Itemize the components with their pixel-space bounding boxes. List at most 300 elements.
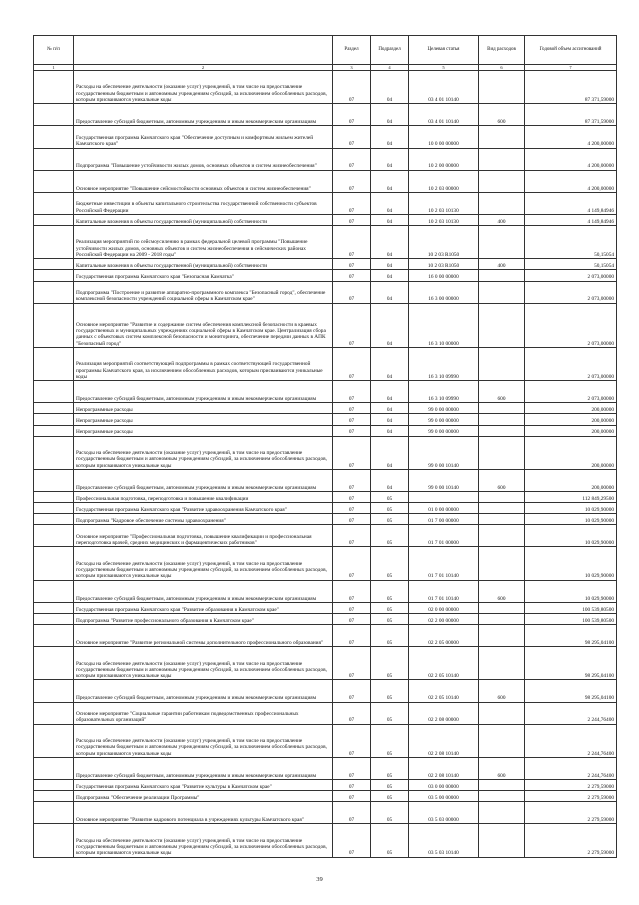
row-amount-cell: 4 200,00000: [525, 170, 617, 192]
table-row: [34, 414, 617, 425]
row-subsection-cell: 05: [371, 802, 409, 824]
row-name-cell: Подпрограмма "Кадровое обеспечение системы здравоохранения": [74, 514, 333, 525]
row-name-cell: Капитальные вложения в объекты государственной (муниципальной) собственности: [74, 259, 333, 270]
row-section-cell: 07: [333, 625, 371, 647]
row-subsection-cell: 05: [371, 580, 409, 602]
row-section-cell: 07: [333, 436, 371, 469]
row-target-item-cell: 99 0 00 00000: [409, 403, 479, 414]
row-target-item-cell: 10 0 00 00000: [409, 126, 479, 148]
table-row: [34, 514, 617, 525]
row-subsection-cell: 05: [371, 647, 409, 680]
row-amount-cell: 2 244,76400: [525, 724, 617, 757]
table-row: [34, 148, 617, 170]
row-subsection-cell: 05: [371, 791, 409, 802]
row-target-item-cell: 10 2 03 R1050: [409, 226, 479, 259]
row-index-cell: [34, 680, 74, 702]
row-index-cell: [34, 348, 74, 381]
row-index-cell: [34, 170, 74, 192]
row-target-item-cell: 10 2 03 10130: [409, 215, 479, 226]
row-index-cell: [34, 580, 74, 602]
row-expense-type-cell: [479, 170, 525, 192]
row-section-cell: 07: [333, 525, 371, 547]
row-subsection-cell: 04: [371, 425, 409, 436]
row-amount-cell: 10 029,90000: [525, 503, 617, 514]
row-section-cell: 07: [333, 547, 371, 580]
row-section-cell: 07: [333, 680, 371, 702]
row-expense-type-cell: 600: [479, 580, 525, 602]
row-expense-type-cell: 600: [479, 381, 525, 403]
row-amount-cell: 50,15054: [525, 226, 617, 259]
row-index-cell: [34, 259, 74, 270]
row-target-item-cell: 02 0 00 00000: [409, 602, 479, 613]
table-row: [34, 303, 617, 347]
row-expense-type-cell: [479, 503, 525, 514]
row-target-item-cell: 02 2 05 00000: [409, 625, 479, 647]
row-target-item-cell: 02 2 00 00000: [409, 613, 479, 624]
row-expense-type-cell: [479, 625, 525, 647]
row-index-cell: [34, 414, 74, 425]
row-expense-type-cell: [479, 802, 525, 824]
row-section-cell: 07: [333, 613, 371, 624]
table-row: [34, 259, 617, 270]
row-name-cell: Государственная программа Камчатского края "Безопасная Камчатка": [74, 270, 333, 281]
table-row: [34, 724, 617, 757]
row-amount-cell: 4 149,84946: [525, 192, 617, 214]
row-subsection-cell: 04: [371, 192, 409, 214]
row-subsection-cell: 05: [371, 724, 409, 757]
row-amount-cell: 2 073,00000: [525, 348, 617, 381]
row-amount-cell: 100 539,80500: [525, 613, 617, 624]
table-row: [34, 104, 617, 126]
row-name-cell: Непрограммные расходы: [74, 403, 333, 414]
table-row: [34, 281, 617, 303]
row-name-cell: Подпрограмма "Обеспечение реализации Программы": [74, 791, 333, 802]
table-row: [34, 647, 617, 680]
row-subsection-cell: 05: [371, 680, 409, 702]
row-index-cell: [34, 126, 74, 148]
budget-table-page: [33, 35, 616, 858]
row-target-item-cell: 01 0 00 00000: [409, 503, 479, 514]
header-subsection: Подраздел: [371, 36, 409, 65]
row-index-cell: [34, 492, 74, 503]
row-target-item-cell: 16 3 10 09990: [409, 381, 479, 403]
header-annual-amount: Годовой объем ассигнований: [525, 36, 617, 65]
row-index-cell: [34, 602, 74, 613]
row-section-cell: 07: [333, 791, 371, 802]
row-index-cell: [34, 303, 74, 347]
row-section-cell: 07: [333, 580, 371, 602]
row-amount-cell: 10 029,90000: [525, 525, 617, 547]
row-name-cell: Основное мероприятие "Профессиональная подготовка, повышение квалификации и профессиональная переподготовка врачей, средних медицинских и фармацевтических работников": [74, 525, 333, 547]
row-name-cell: Основное мероприятие "Социальные гарантии работникам подведомственных профессиональных образовательных организаций": [74, 702, 333, 724]
row-target-item-cell: 02 2 08 10140: [409, 724, 479, 757]
row-amount-cell: 4 200,00000: [525, 148, 617, 170]
row-amount-cell: 50,15054: [525, 259, 617, 270]
row-section-cell: 07: [333, 104, 371, 126]
row-index-cell: [34, 215, 74, 226]
column-number: 6: [479, 65, 525, 71]
row-index-cell: [34, 780, 74, 791]
row-section-cell: 07: [333, 215, 371, 226]
row-index-cell: [34, 514, 74, 525]
row-index-cell: [34, 104, 74, 126]
row-expense-type-cell: [479, 547, 525, 580]
row-expense-type-cell: [479, 425, 525, 436]
table-row: [34, 602, 617, 613]
row-index-cell: [34, 469, 74, 491]
row-target-item-cell: 16 3 10 00000: [409, 303, 479, 347]
row-expense-type-cell: [479, 436, 525, 469]
row-expense-type-cell: [479, 824, 525, 857]
row-name-cell: Расходы на обеспечение деятельности (оказание услуг) учреждений, в том числе на предоставление государственным бюджетным и автономным учреждениям субсидий, за исключением обособленных расходов, которым присваиваются уникальные коды: [74, 647, 333, 680]
row-expense-type-cell: [479, 192, 525, 214]
header-section: Раздел: [333, 36, 371, 65]
row-amount-cell: 112 849,29500: [525, 492, 617, 503]
table-row: [34, 226, 617, 259]
row-amount-cell: 2 279,59000: [525, 802, 617, 824]
row-index-cell: [34, 547, 74, 580]
table-row: [34, 702, 617, 724]
row-amount-cell: 2 279,59000: [525, 791, 617, 802]
row-subsection-cell: 05: [371, 757, 409, 779]
table-row: [34, 791, 617, 802]
row-target-item-cell: 99 0 00 00000: [409, 414, 479, 425]
row-section-cell: 07: [333, 303, 371, 347]
row-amount-cell: 4 200,00000: [525, 126, 617, 148]
row-expense-type-cell: [479, 148, 525, 170]
row-subsection-cell: 04: [371, 215, 409, 226]
row-section-cell: 07: [333, 270, 371, 281]
row-section-cell: 07: [333, 281, 371, 303]
table-row: [34, 625, 617, 647]
row-target-item-cell: 10 2 03 10130: [409, 192, 479, 214]
table-row: [34, 824, 617, 857]
row-section-cell: 07: [333, 492, 371, 503]
row-amount-cell: 98 295,04100: [525, 680, 617, 702]
row-section-cell: 07: [333, 602, 371, 613]
table-row: [34, 436, 617, 469]
row-expense-type-cell: [479, 126, 525, 148]
row-expense-type-cell: 600: [479, 680, 525, 702]
row-name-cell: Основное мероприятие "Развитие региональной системы дополнительного профессионального образования": [74, 625, 333, 647]
row-expense-type-cell: 600: [479, 757, 525, 779]
row-subsection-cell: 04: [371, 436, 409, 469]
row-index-cell: [34, 503, 74, 514]
row-section-cell: 07: [333, 259, 371, 270]
row-index-cell: [34, 270, 74, 281]
row-name-cell: Государственная программа Камчатского края "Обеспечение доступным и комфортным жильем жителей Камчатского края": [74, 126, 333, 148]
table-row: [34, 215, 617, 226]
row-name-cell: Предоставление субсидий бюджетным, автономным учреждениям и иным некоммерческим организациям: [74, 104, 333, 126]
row-section-cell: 07: [333, 192, 371, 214]
row-subsection-cell: 04: [371, 281, 409, 303]
row-subsection-cell: 05: [371, 547, 409, 580]
row-target-item-cell: 01 7 01 10140: [409, 580, 479, 602]
row-target-item-cell: 03 5 00 00000: [409, 791, 479, 802]
row-expense-type-cell: [479, 414, 525, 425]
row-expense-type-cell: 600: [479, 104, 525, 126]
table-row: [34, 403, 617, 414]
row-target-item-cell: 03 5 03 10140: [409, 824, 479, 857]
row-amount-cell: 2 073,00000: [525, 381, 617, 403]
row-expense-type-cell: [479, 348, 525, 381]
row-section-cell: 07: [333, 148, 371, 170]
row-name-cell: Расходы на обеспечение деятельности (оказание услуг) учреждений, в том числе на предоставление государственным бюджетным и автономным учреждениям субсидий, за исключением обособленных расходов, которым присваиваются уникальные коды: [74, 547, 333, 580]
row-target-item-cell: 99 0 00 10140: [409, 469, 479, 491]
table-row: [34, 469, 617, 491]
row-target-item-cell: 10 2 03 R1050: [409, 259, 479, 270]
row-subsection-cell: 04: [371, 71, 409, 104]
row-name-cell: Основное мероприятие "Развитие кадрового потенциала в учреждениях культуры Камчатского края": [74, 802, 333, 824]
row-target-item-cell: 03 4 01 10140: [409, 104, 479, 126]
row-name-cell: Расходы на обеспечение деятельности (оказание услуг) учреждений, в том числе на предоставление государственным бюджетным и автономным учреждениям субсидий, за исключением обособленных расходов, которым присваиваются уникальные коды: [74, 71, 333, 104]
row-section-cell: 07: [333, 126, 371, 148]
row-name-cell: Реализация мероприятий соответствующей подпрограммы в рамках соответствующей государственной программы Камчатского края, за исключением обособленных расходов, которым присваиваются уникальные коды: [74, 348, 333, 381]
row-target-item-cell: 03 5 03 00000: [409, 802, 479, 824]
table-row: [34, 802, 617, 824]
row-amount-cell: 2 279,59000: [525, 780, 617, 791]
row-index-cell: [34, 802, 74, 824]
row-section-cell: 07: [333, 403, 371, 414]
row-target-item-cell: 16 0 00 00000: [409, 270, 479, 281]
row-index-cell: [34, 525, 74, 547]
row-expense-type-cell: [479, 602, 525, 613]
row-section-cell: 07: [333, 757, 371, 779]
row-subsection-cell: 04: [371, 104, 409, 126]
row-subsection-cell: 05: [371, 625, 409, 647]
row-name-cell: Подпрограмма "Построение и развитие аппаратно-программного комплекса "Безопасный город", обеспечение комплексной безопасности учреждений социальной сферы в Камчатском крае": [74, 281, 333, 303]
table-row: [34, 126, 617, 148]
row-expense-type-cell: [479, 492, 525, 503]
row-section-cell: 07: [333, 702, 371, 724]
row-name-cell: Расходы на обеспечение деятельности (оказание услуг) учреждений, в том числе на предоставление государственным бюджетным и автономным учреждениям субсидий, за исключением обособленных расходов, которым присваиваются уникальные коды: [74, 436, 333, 469]
table-row: [34, 270, 617, 281]
row-target-item-cell: 02 2 05 10140: [409, 647, 479, 680]
row-expense-type-cell: [479, 791, 525, 802]
row-target-item-cell: 99 0 00 00000: [409, 425, 479, 436]
row-amount-cell: 87 371,59000: [525, 104, 617, 126]
row-name-cell: Основное мероприятие "Развитие и содержание систем обеспечения комплексной безопасности в краевых государственных и муниципальных учреждениях социальной сферы в Камчатском крае. Централизация сбора данных с объектовых систем комплексной безопасности и мониторинга, обеспечение передачи данных в АПК "Безопасный город": [74, 303, 333, 347]
row-name-cell: Непрограммные расходы: [74, 425, 333, 436]
row-index-cell: [34, 281, 74, 303]
table-row: [34, 192, 617, 214]
column-number: 1: [34, 65, 74, 71]
row-target-item-cell: 02 2 08 10140: [409, 757, 479, 779]
row-name-cell: Подпрограмма "Повышение устойчивости жилых домов, основных объектов и систем жизнеобеспечения": [74, 148, 333, 170]
table-row: [34, 613, 617, 624]
table-row: [34, 580, 617, 602]
row-amount-cell: 10 029,90000: [525, 514, 617, 525]
row-subsection-cell: 05: [371, 824, 409, 857]
row-amount-cell: 2 073,00000: [525, 270, 617, 281]
row-index-cell: [34, 436, 74, 469]
row-name-cell: Предоставление субсидий бюджетным, автономным учреждениям и иным некоммерческим организациям: [74, 757, 333, 779]
row-name-cell: Предоставление субсидий бюджетным, автономным учреждениям и иным некоммерческим организациям: [74, 469, 333, 491]
row-target-item-cell: 01 7 01 00000: [409, 525, 479, 547]
row-amount-cell: 200,00000: [525, 414, 617, 425]
table-row: [34, 503, 617, 514]
row-subsection-cell: 05: [371, 702, 409, 724]
row-amount-cell: 2 073,00000: [525, 281, 617, 303]
row-subsection-cell: 05: [371, 503, 409, 514]
row-name-cell: Государственная программа Камчатского края "Развитие здравоохранения Камчатского края": [74, 503, 333, 514]
row-amount-cell: 10 029,90000: [525, 580, 617, 602]
table-header-row: [34, 36, 617, 65]
header-expense-type: Вид расходов: [479, 36, 525, 65]
row-index-cell: [34, 425, 74, 436]
row-target-item-cell: 02 2 08 00000: [409, 702, 479, 724]
row-expense-type-cell: [479, 281, 525, 303]
row-amount-cell: 4 149,84946: [525, 215, 617, 226]
table-row: [34, 381, 617, 403]
row-expense-type-cell: [479, 71, 525, 104]
row-subsection-cell: 05: [371, 514, 409, 525]
row-subsection-cell: 04: [371, 126, 409, 148]
header-number: № п/п: [34, 36, 74, 65]
row-name-cell: Подпрограмма "Развитие профессионального образования в Камчатском крае": [74, 613, 333, 624]
table-row: [34, 780, 617, 791]
row-amount-cell: 87 371,59000: [525, 71, 617, 104]
row-expense-type-cell: 400: [479, 215, 525, 226]
row-subsection-cell: 04: [371, 303, 409, 347]
row-index-cell: [34, 757, 74, 779]
row-name-cell: Расходы на обеспечение деятельности (оказание услуг) учреждений, в том числе на предоставление государственным бюджетным и автономным учреждениям субсидий, за исключением обособленных расходов, которым присваиваются уникальные коды: [74, 824, 333, 857]
row-index-cell: [34, 647, 74, 680]
row-section-cell: 07: [333, 514, 371, 525]
table-row: [34, 525, 617, 547]
row-expense-type-cell: [479, 724, 525, 757]
column-number: 2: [74, 65, 333, 71]
row-section-cell: 07: [333, 824, 371, 857]
row-section-cell: 07: [333, 414, 371, 425]
row-name-cell: Государственная программа Камчатского края "Развитие образования в Камчатском крае": [74, 602, 333, 613]
row-section-cell: 07: [333, 724, 371, 757]
row-amount-cell: 98 295,04100: [525, 647, 617, 680]
row-expense-type-cell: [479, 647, 525, 680]
row-index-cell: [34, 702, 74, 724]
row-subsection-cell: 04: [371, 226, 409, 259]
row-subsection-cell: 05: [371, 780, 409, 791]
row-amount-cell: 2 244,76400: [525, 757, 617, 779]
row-expense-type-cell: [479, 403, 525, 414]
row-section-cell: 07: [333, 503, 371, 514]
row-subsection-cell: 04: [371, 148, 409, 170]
table-row: [34, 757, 617, 779]
row-target-item-cell: 03 0 00 00000: [409, 780, 479, 791]
row-amount-cell: 98 295,04100: [525, 625, 617, 647]
row-section-cell: 07: [333, 348, 371, 381]
row-expense-type-cell: [479, 303, 525, 347]
table-row: [34, 680, 617, 702]
row-amount-cell: 200,00000: [525, 469, 617, 491]
row-index-cell: [34, 613, 74, 624]
row-name-cell: Основное мероприятие "Повышение сейсмостойкости основных объектов и систем жизнеобеспечения": [74, 170, 333, 192]
row-expense-type-cell: [479, 780, 525, 791]
row-name-cell: Предоставление субсидий бюджетным, автономным учреждениям и иным некоммерческим организациям: [74, 381, 333, 403]
table-row: [34, 547, 617, 580]
column-number: 5: [409, 65, 479, 71]
column-number: 4: [371, 65, 409, 71]
row-expense-type-cell: [479, 226, 525, 259]
row-expense-type-cell: [479, 514, 525, 525]
row-subsection-cell: 05: [371, 613, 409, 624]
row-section-cell: 07: [333, 226, 371, 259]
row-amount-cell: 2 073,00000: [525, 303, 617, 347]
row-index-cell: [34, 192, 74, 214]
page-number: 39: [316, 876, 323, 883]
row-target-item-cell: 02 2 05 10140: [409, 680, 479, 702]
row-index-cell: [34, 403, 74, 414]
row-subsection-cell: 04: [371, 403, 409, 414]
row-name-cell: Бюджетные инвестиции в объекты капитального строительства государственной собственности субъектов Российской Федерации: [74, 192, 333, 214]
row-index-cell: [34, 824, 74, 857]
row-target-item-cell: 01 7 00 00000: [409, 514, 479, 525]
row-target-item-cell: 03 4 01 10140: [409, 71, 479, 104]
row-expense-type-cell: [479, 525, 525, 547]
row-expense-type-cell: 600: [479, 469, 525, 491]
row-target-item-cell: [409, 492, 479, 503]
row-subsection-cell: 05: [371, 525, 409, 547]
row-section-cell: 07: [333, 71, 371, 104]
row-expense-type-cell: [479, 270, 525, 281]
row-name-cell: Капитальные вложения в объекты государственной (муниципальной) собственности: [74, 215, 333, 226]
row-subsection-cell: 04: [371, 259, 409, 270]
header-name: [74, 36, 333, 65]
row-subsection-cell: 04: [371, 381, 409, 403]
row-target-item-cell: 16 3 00 00000: [409, 281, 479, 303]
row-expense-type-cell: [479, 613, 525, 624]
row-index-cell: [34, 226, 74, 259]
row-amount-cell: 100 539,80500: [525, 602, 617, 613]
row-name-cell: Непрограммные расходы: [74, 414, 333, 425]
row-name-cell: Реализация мероприятий по сейсмоусилению в рамках федеральной целевой программы "Повышение устойчивости жилых домов, основных объектов и систем жизнеобеспечения в сейсмических районах Российской Федерации на 2009 - 2018 годы": [74, 226, 333, 259]
row-subsection-cell: 04: [371, 270, 409, 281]
row-amount-cell: 2 244,76400: [525, 702, 617, 724]
row-amount-cell: 2 279,59000: [525, 824, 617, 857]
row-amount-cell: 200,00000: [525, 425, 617, 436]
row-index-cell: [34, 724, 74, 757]
row-target-item-cell: 16 3 10 09990: [409, 348, 479, 381]
row-index-cell: [34, 791, 74, 802]
row-name-cell: Предоставление субсидий бюджетным, автономным учреждениям и иным некоммерческим организациям: [74, 680, 333, 702]
row-name-cell: Профессиональная подготовка, переподготовка и повышение квалификации: [74, 492, 333, 503]
row-section-cell: 07: [333, 802, 371, 824]
row-section-cell: 07: [333, 170, 371, 192]
row-target-item-cell: 99 0 00 10140: [409, 436, 479, 469]
row-target-item-cell: 10 2 00 00000: [409, 148, 479, 170]
row-subsection-cell: 04: [371, 414, 409, 425]
row-section-cell: 07: [333, 381, 371, 403]
row-subsection-cell: 05: [371, 602, 409, 613]
row-expense-type-cell: 400: [479, 259, 525, 270]
column-number: 3: [333, 65, 371, 71]
row-name-cell: Предоставление субсидий бюджетным, автономным учреждениям и иным некоммерческим организациям: [74, 580, 333, 602]
row-index-cell: [34, 148, 74, 170]
row-amount-cell: 10 029,90000: [525, 547, 617, 580]
table-row: [34, 492, 617, 503]
table-row: [34, 71, 617, 104]
row-section-cell: 07: [333, 647, 371, 680]
table-row: [34, 425, 617, 436]
table-row: [34, 348, 617, 381]
row-amount-cell: 200,00000: [525, 403, 617, 414]
row-section-cell: 07: [333, 425, 371, 436]
row-target-item-cell: 01 7 01 10140: [409, 547, 479, 580]
row-section-cell: 07: [333, 469, 371, 491]
row-target-item-cell: 10 2 03 00000: [409, 170, 479, 192]
row-name-cell: Государственная программа Камчатского края "Развитие культуры в Камчатском крае": [74, 780, 333, 791]
table-body: [34, 71, 617, 858]
